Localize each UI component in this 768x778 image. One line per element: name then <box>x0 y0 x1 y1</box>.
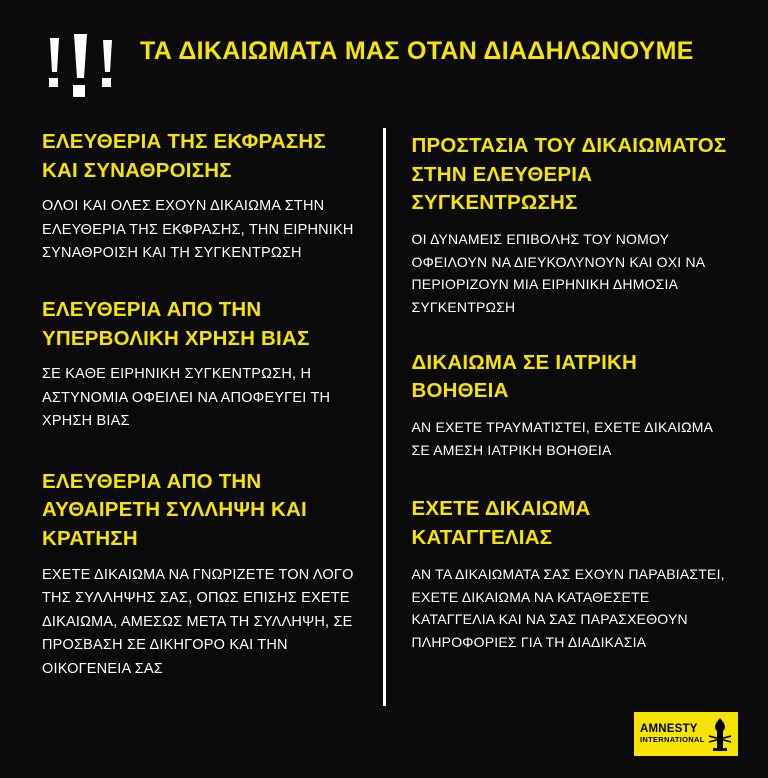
section-freedom-from-arbitrary-arrest <box>42 468 361 681</box>
section-body: ΟΙ ΔΥΝΑΜΕΙΣ ΕΠΙΒΟΛΗΣ ΤΟΥ ΝΟΜΟΥ ΟΦΕΙΛΟΥΝ ΝΑ ΔΙΕΥΚΟΛΥΝΟΥΝ ΚΑΙ ΟΧΙ ΝΑ ΠΕΡΙΟΡΙΖΟΥΝ ΜΙΑ ΕΙΡΗΝΙΚΗ ΔΗΜΟΣΙΑ ΣΥΓΚΕΝΤΡΩΣΗ <box>411 231 705 316</box>
logo-line-1: AMNESTY <box>640 723 698 736</box>
section-heading: ΔΙΚΑΙΩΜΑ ΣΕ ΙΑΤΡΙΚΗ ΒΟΗΘΕΙΑ <box>411 350 638 403</box>
logo-line-2: INTERNATIONAL <box>640 735 705 745</box>
section-body: ΣΕ ΚΑΘΕ ΕΙΡΗΝΙΚΗ ΣΥΓΚΕΝΤΡΩΣΗ, Η ΑΣΤΥΝΟΜΙΑ ΟΦΕΙΛΕΙ ΝΑ ΑΠΟΦΕΥΓΕΙ ΤΗ ΧΡΗΣΗ ΒΙΑΣ <box>42 366 331 430</box>
page-title: ΤΑ ΔΙΚΑΙΩΜΑΤΑ ΜΑΣ ΟΤΑΝ ΔΙΑΔΗΛΩΝΟΥΜΕ <box>140 37 694 65</box>
section-heading: ΕΛΕΥΘΕΡΙΑ ΑΠΟ ΤΗΝ ΥΠΕΡΒΟΛΙΚΗ ΧΡΗΣΗ ΒΙΑΣ <box>42 297 310 350</box>
section-body: ΕΧΕΤΕ ΔΙΚΑΙΩΜΑ ΝΑ ΓΝΩΡΙΖΕΤΕ ΤΟΝ ΛΟΓΟ ΤΗΣ ΣΥΛΛΗΨΗΣ ΣΑΣ, ΟΠΩΣ ΕΠΙΣΗΣ ΕΧΕΤΕ ΔΙΚΑΙΩΜΑ, ΑΜΕΣΩΣ ΜΕΤΑ ΤΗ ΣΥΛΛΗΨΗ, ΣΕ ΠΡΟΣΒΑΣΗ ΣΕ ΔΙΚΗΓΟΡΟ ΚΑΙ ΤΗΝ ΟΙΚΟΓΕΝΕΙΑ ΣΑΣ <box>42 566 354 677</box>
section-body: ΟΛΟΙ ΚΑΙ ΟΛΕΣ ΕΧΟΥΝ ΔΙΚΑΙΩΜΑ ΣΤΗΝ ΕΛΕΥΘΕΡΙΑ ΤΗΣ ΕΚΦΡΑΣΗΣ, ΤΗΝ ΕΙΡΗΝΙΚΗ ΣΥΝΑΘΡΟΙΣΗ ΚΑΙ ΤΗ ΣΥΓΚΕΝΤΡΩΣΗ <box>42 198 354 262</box>
section-body: ΑΝ ΤΑ ΔΙΚΑΙΩΜΑΤΑ ΣΑΣ ΕΧΟΥΝ ΠΑΡΑΒΙΑΣΤΕΙ, ΕΧΕΤΕ ΔΙΚΑΙΩΜΑ ΝΑ ΚΑΤΑΘΕΣΕΤΕ ΚΑΤΑΓΓΕΛΙΑ ΚΑΙ ΝΑ ΣΑΣ ΠΑΡΑΣΧΕΘΟΥΝ ΠΛΗΡΟΦΟΡΙΕΣ ΓΙΑ ΤΗ ΔΙΑΔΙΚΑΣΙΑ <box>411 565 725 650</box>
content-columns <box>0 108 768 748</box>
section-heading: ΠΡΟΣΤΑΣΙΑ ΤΟΥ ΔΙΚΑΙΩΜΑΤΟΣ ΣΤΗΝ ΕΛΕΥΘΕΡΙΑ ΣΥΓΚΕΝΤΡΩΣΗΣ <box>411 134 727 215</box>
candle-barbed-wire-icon <box>708 716 732 752</box>
left-column <box>26 126 383 748</box>
logo-text <box>640 723 708 744</box>
poster-header <box>0 0 768 108</box>
section-heading: ΕΛΕΥΘΕΡΙΑ ΤΗΣ ΕΚΦΡΑΣΗΣ ΚΑΙ ΣΥΝΑΘΡΟΙΣΗΣ <box>42 130 326 182</box>
section-freedom-from-excessive-force <box>42 296 361 434</box>
section-right-to-complain <box>412 495 731 653</box>
section-body: ΑΝ ΕΧΕΤΕ ΤΡΑΥΜΑΤΙΣΤΕΙ, ΕΧΕΤΕ ΔΙΚΑΙΩΜΑ ΣΕ ΑΜΕΣΗ ΙΑΤΡΙΚΗ ΒΟΗΘΕΙΑ <box>411 419 713 458</box>
amnesty-logo <box>634 712 738 756</box>
section-heading: ΕΧΕΤΕ ΔΙΚΑΙΩΜΑ ΚΑΤΑΓΓΕΛΙΑΣ <box>411 497 591 550</box>
section-protection-of-assembly <box>412 132 731 319</box>
section-freedom-of-expression <box>42 128 361 266</box>
right-column <box>386 126 743 748</box>
section-heading: ΕΛΕΥΘΕΡΙΑ ΑΠΟ ΤΗΝ ΑΥΘΑΙΡΕΤΗ ΣΥΛΛΗΨΗ ΚΑΙ ΚΡΑΤΗΣΗ <box>42 469 307 551</box>
exclamation-marks-icon <box>42 34 128 104</box>
section-right-to-medical-aid <box>412 349 731 462</box>
